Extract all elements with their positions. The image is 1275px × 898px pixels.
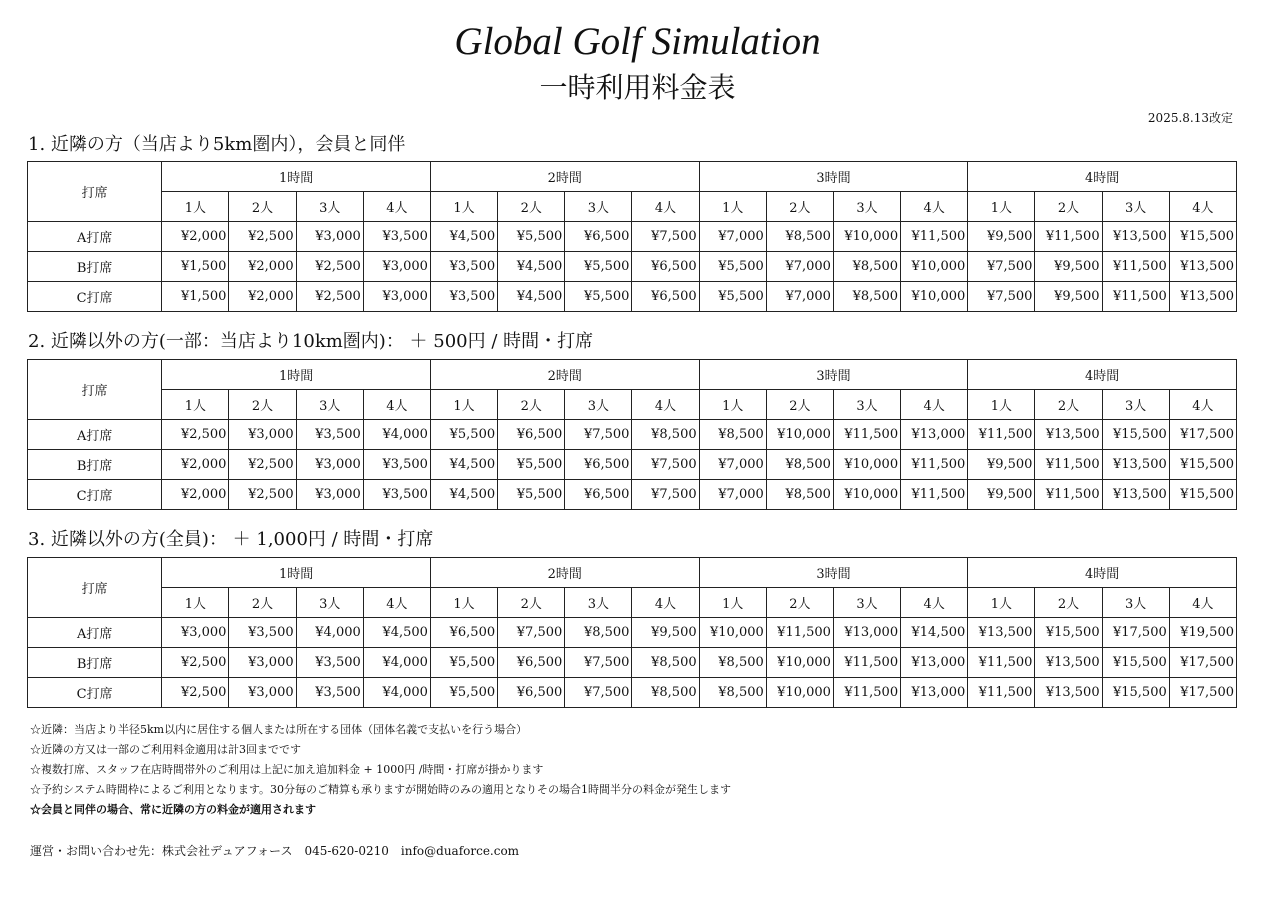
price-cell: ¥4,000: [296, 618, 363, 648]
people-header: 2人: [1035, 192, 1102, 222]
price-cell: ¥13,000: [901, 648, 968, 678]
people-header: 2人: [229, 192, 296, 222]
price-cell: ¥8,500: [766, 222, 833, 252]
price-cell: ¥13,500: [1169, 252, 1236, 282]
price-cell: ¥13,000: [901, 420, 968, 450]
people-header: 3人: [296, 192, 363, 222]
price-cell: ¥11,500: [833, 678, 900, 708]
hour-header: 4時間: [968, 558, 1237, 588]
price-cell: ¥5,500: [565, 282, 632, 312]
price-cell: ¥19,500: [1169, 618, 1236, 648]
people-header: 2人: [229, 588, 296, 618]
price-cell: ¥17,500: [1169, 678, 1236, 708]
seat-header: 打席: [28, 360, 162, 420]
revision-date: 2025.8.13改定: [1147, 111, 1233, 125]
price-cell: ¥6,500: [632, 282, 699, 312]
people-header: 3人: [296, 390, 363, 420]
page-title: Global Golf Simulation: [454, 20, 821, 63]
price-cell: ¥3,500: [296, 678, 363, 708]
price-cell: ¥15,500: [1102, 648, 1169, 678]
price-cell: ¥2,500: [229, 450, 296, 480]
seat-label: A打席: [28, 618, 162, 648]
seat-label: B打席: [28, 648, 162, 678]
price-cell: ¥11,500: [766, 618, 833, 648]
price-cell: ¥2,500: [296, 282, 363, 312]
price-cell: ¥6,500: [565, 480, 632, 510]
price-cell: ¥3,500: [296, 648, 363, 678]
note-item-bold: ☆会員と同伴の場合、常に近隣の方の料金が適用されます: [30, 803, 316, 816]
people-header: 4人: [1169, 588, 1236, 618]
price-cell: ¥6,500: [565, 222, 632, 252]
price-cell: ¥7,500: [565, 420, 632, 450]
price-cell: ¥6,500: [498, 420, 565, 450]
price-cell: ¥6,500: [430, 618, 497, 648]
price-cell: ¥5,500: [498, 480, 565, 510]
people-header: 1人: [699, 192, 766, 222]
note-item: ☆複数打席、スタッフ在店時間帯外のご利用は上記に加え追加料金 + 1000円 /時間・打席が掛かります: [30, 763, 544, 776]
contact-info: 運営・お問い合わせ先：株式会社デュアフォース 045-620-0210 info@duaforce.com: [30, 844, 520, 858]
people-header: 4人: [901, 390, 968, 420]
price-cell: ¥7,500: [632, 222, 699, 252]
people-header: 1人: [430, 390, 497, 420]
seat-label: A打席: [28, 222, 162, 252]
hour-header: 1時間: [162, 162, 431, 192]
price-cell: ¥11,500: [968, 648, 1035, 678]
hour-header: 2時間: [430, 162, 699, 192]
price-cell: ¥14,500: [901, 618, 968, 648]
price-cell: ¥5,500: [699, 252, 766, 282]
price-cell: ¥2,500: [162, 648, 229, 678]
price-cell: ¥8,500: [699, 678, 766, 708]
price-cell: ¥11,500: [833, 648, 900, 678]
people-header: 2人: [1035, 588, 1102, 618]
hour-header: 3時間: [699, 558, 968, 588]
price-cell: ¥13,500: [968, 618, 1035, 648]
price-cell: ¥11,500: [1102, 252, 1169, 282]
table-row: [28, 678, 1237, 708]
price-cell: ¥6,500: [498, 648, 565, 678]
price-cell: ¥2,000: [229, 282, 296, 312]
hour-header: 3時間: [699, 162, 968, 192]
price-cell: ¥11,500: [968, 678, 1035, 708]
price-cell: ¥3,000: [296, 450, 363, 480]
price-cell: ¥3,000: [229, 648, 296, 678]
price-cell: ¥8,500: [833, 282, 900, 312]
hour-header: 1時間: [162, 558, 431, 588]
seat-label: C打席: [28, 282, 162, 312]
seat-header: 打席: [28, 558, 162, 618]
hour-header: 2時間: [430, 558, 699, 588]
hour-header: 2時間: [430, 360, 699, 390]
price-cell: ¥11,500: [901, 222, 968, 252]
price-cell: ¥7,000: [699, 450, 766, 480]
price-cell: ¥8,500: [766, 450, 833, 480]
people-header: 4人: [363, 192, 430, 222]
price-cell: ¥7,000: [766, 252, 833, 282]
table-row: [28, 222, 1237, 252]
price-cell: ¥10,000: [833, 450, 900, 480]
price-cell: ¥3,500: [430, 252, 497, 282]
people-header: 4人: [632, 588, 699, 618]
price-cell: ¥15,500: [1169, 450, 1236, 480]
section-title: 3. 近隣以外の方(全員)： ＋ 1,000円 / 時間・打席: [28, 529, 434, 550]
people-header: 4人: [363, 390, 430, 420]
price-cell: ¥8,500: [632, 648, 699, 678]
price-cell: ¥5,500: [430, 648, 497, 678]
price-cell: ¥4,500: [430, 450, 497, 480]
people-header: 4人: [901, 588, 968, 618]
price-cell: ¥10,000: [833, 222, 900, 252]
price-cell: ¥11,500: [968, 420, 1035, 450]
price-cell: ¥13,500: [1035, 648, 1102, 678]
people-header: 1人: [968, 390, 1035, 420]
price-cell: ¥2,500: [296, 252, 363, 282]
price-cell: ¥11,500: [901, 450, 968, 480]
price-cell: ¥4,500: [498, 252, 565, 282]
table-row: [28, 618, 1237, 648]
price-cell: ¥2,500: [229, 480, 296, 510]
price-cell: ¥10,000: [766, 648, 833, 678]
price-cell: ¥3,000: [296, 480, 363, 510]
price-cell: ¥7,000: [766, 282, 833, 312]
people-header: 2人: [766, 588, 833, 618]
note-item: ☆近隣：当店より半径5km以内に居住する個人または所在する団体（団体名義で支払いを行う場合）: [30, 723, 528, 736]
people-header: 2人: [1035, 390, 1102, 420]
price-cell: ¥4,500: [498, 282, 565, 312]
price-cell: ¥8,500: [699, 648, 766, 678]
price-cell: ¥1,500: [162, 282, 229, 312]
price-cell: ¥9,500: [632, 618, 699, 648]
people-header: 2人: [766, 192, 833, 222]
table-row: [28, 648, 1237, 678]
price-cell: ¥7,500: [632, 450, 699, 480]
price-cell: ¥3,000: [162, 618, 229, 648]
people-header: 4人: [1169, 390, 1236, 420]
price-cell: ¥9,500: [968, 450, 1035, 480]
people-header: 4人: [901, 192, 968, 222]
rate-table: [27, 359, 1237, 510]
hour-header: 4時間: [968, 360, 1237, 390]
price-cell: ¥11,500: [1035, 450, 1102, 480]
price-cell: ¥10,000: [766, 420, 833, 450]
people-header: 1人: [162, 588, 229, 618]
price-cell: ¥6,500: [632, 252, 699, 282]
seat-header: 打席: [28, 162, 162, 222]
price-cell: ¥7,500: [565, 648, 632, 678]
price-cell: ¥8,500: [632, 678, 699, 708]
table-row: [28, 480, 1237, 510]
price-cell: ¥4,500: [430, 480, 497, 510]
price-cell: ¥3,000: [363, 282, 430, 312]
price-cell: ¥3,500: [296, 420, 363, 450]
price-cell: ¥13,500: [1102, 450, 1169, 480]
price-cell: ¥3,000: [229, 678, 296, 708]
price-cell: ¥15,500: [1169, 222, 1236, 252]
price-cell: ¥2,000: [162, 480, 229, 510]
people-header: 3人: [1102, 192, 1169, 222]
people-header: 1人: [968, 192, 1035, 222]
hour-header: 1時間: [162, 360, 431, 390]
people-header: 3人: [565, 588, 632, 618]
price-cell: ¥2,000: [162, 450, 229, 480]
people-header: 1人: [430, 192, 497, 222]
price-cell: ¥6,500: [565, 450, 632, 480]
price-cell: ¥8,500: [632, 420, 699, 450]
price-cell: ¥7,500: [968, 252, 1035, 282]
table-row: [28, 282, 1237, 312]
price-cell: ¥3,500: [363, 222, 430, 252]
note-item: ☆近隣の方又は一部のご利用料金適用は計3回までです: [30, 743, 301, 756]
price-cell: ¥10,000: [766, 678, 833, 708]
price-cell: ¥11,500: [833, 420, 900, 450]
price-cell: ¥15,500: [1102, 420, 1169, 450]
price-cell: ¥2,500: [229, 222, 296, 252]
price-cell: ¥4,000: [363, 420, 430, 450]
price-cell: ¥8,500: [565, 618, 632, 648]
price-cell: ¥9,500: [968, 222, 1035, 252]
people-header: 3人: [565, 390, 632, 420]
price-cell: ¥5,500: [699, 282, 766, 312]
price-cell: ¥9,500: [968, 480, 1035, 510]
people-header: 4人: [632, 390, 699, 420]
price-cell: ¥3,000: [296, 222, 363, 252]
price-cell: ¥6,500: [498, 678, 565, 708]
people-header: 1人: [162, 390, 229, 420]
price-cell: ¥7,000: [699, 480, 766, 510]
price-cell: ¥13,500: [1102, 222, 1169, 252]
price-cell: ¥7,500: [565, 678, 632, 708]
price-cell: ¥13,500: [1035, 420, 1102, 450]
page-subtitle: 一時利用料金表: [539, 71, 736, 104]
people-header: 2人: [498, 588, 565, 618]
price-cell: ¥17,500: [1102, 618, 1169, 648]
people-header: 3人: [296, 588, 363, 618]
price-cell: ¥11,500: [1035, 480, 1102, 510]
rate-table: [27, 557, 1237, 708]
price-cell: ¥4,000: [363, 648, 430, 678]
price-cell: ¥10,000: [901, 252, 968, 282]
people-header: 3人: [833, 588, 900, 618]
price-cell: ¥11,500: [1102, 282, 1169, 312]
people-header: 1人: [430, 588, 497, 618]
seat-label: B打席: [28, 450, 162, 480]
price-cell: ¥13,500: [1035, 678, 1102, 708]
price-cell: ¥8,500: [833, 252, 900, 282]
price-cell: ¥7,500: [632, 480, 699, 510]
price-cell: ¥3,500: [363, 450, 430, 480]
price-cell: ¥9,500: [1035, 252, 1102, 282]
price-cell: ¥11,500: [1035, 222, 1102, 252]
price-cell: ¥10,000: [901, 282, 968, 312]
section-title: 2. 近隣以外の方(一部：当店より10km圏内)： ＋ 500円 / 時間・打席: [28, 331, 594, 352]
price-cell: ¥15,500: [1035, 618, 1102, 648]
price-cell: ¥10,000: [833, 480, 900, 510]
price-cell: ¥3,500: [430, 282, 497, 312]
seat-label: C打席: [28, 678, 162, 708]
price-cell: ¥3,500: [363, 480, 430, 510]
table-row: [28, 420, 1237, 450]
price-cell: ¥11,500: [901, 480, 968, 510]
people-header: 3人: [565, 192, 632, 222]
people-header: 1人: [162, 192, 229, 222]
people-header: 1人: [699, 588, 766, 618]
seat-label: A打席: [28, 420, 162, 450]
price-cell: ¥5,500: [430, 678, 497, 708]
price-cell: ¥4,000: [363, 678, 430, 708]
price-cell: ¥1,500: [162, 252, 229, 282]
price-cell: ¥10,000: [699, 618, 766, 648]
section-title: 1. 近隣の方（当店より5km圏内），会員と同伴: [28, 134, 406, 155]
price-cell: ¥5,500: [498, 450, 565, 480]
price-cell: ¥7,000: [699, 222, 766, 252]
people-header: 2人: [498, 192, 565, 222]
price-cell: ¥7,500: [968, 282, 1035, 312]
price-cell: ¥17,500: [1169, 420, 1236, 450]
price-cell: ¥9,500: [1035, 282, 1102, 312]
people-header: 1人: [968, 588, 1035, 618]
price-cell: ¥13,000: [901, 678, 968, 708]
price-cell: ¥3,000: [229, 420, 296, 450]
price-cell: ¥17,500: [1169, 648, 1236, 678]
price-cell: ¥5,500: [430, 420, 497, 450]
hour-header: 4時間: [968, 162, 1237, 192]
price-cell: ¥8,500: [699, 420, 766, 450]
price-cell: ¥2,000: [162, 222, 229, 252]
people-header: 4人: [1169, 192, 1236, 222]
price-cell: ¥15,500: [1169, 480, 1236, 510]
notes: [30, 720, 731, 820]
price-cell: ¥2,500: [162, 420, 229, 450]
price-cell: ¥5,500: [565, 252, 632, 282]
note-item: ☆予約システム時間枠によるご利用となります。30分毎のご精算も承りますが開始時のみの適用となりその場合1時間半分の料金が発生します: [30, 783, 732, 796]
price-cell: ¥2,500: [162, 678, 229, 708]
price-cell: ¥4,500: [363, 618, 430, 648]
price-cell: ¥5,500: [498, 222, 565, 252]
people-header: 3人: [1102, 390, 1169, 420]
price-cell: ¥7,500: [498, 618, 565, 648]
people-header: 2人: [766, 390, 833, 420]
people-header: 4人: [632, 192, 699, 222]
price-cell: ¥4,500: [430, 222, 497, 252]
people-header: 1人: [699, 390, 766, 420]
people-header: 2人: [498, 390, 565, 420]
people-header: 3人: [833, 192, 900, 222]
seat-label: C打席: [28, 480, 162, 510]
price-cell: ¥8,500: [766, 480, 833, 510]
price-cell: ¥3,500: [229, 618, 296, 648]
price-cell: ¥3,000: [363, 252, 430, 282]
people-header: 4人: [363, 588, 430, 618]
price-cell: ¥13,000: [833, 618, 900, 648]
table-row: [28, 450, 1237, 480]
price-cell: ¥15,500: [1102, 678, 1169, 708]
price-cell: ¥13,500: [1102, 480, 1169, 510]
hour-header: 3時間: [699, 360, 968, 390]
rate-table: [27, 161, 1237, 312]
price-cell: ¥2,000: [229, 252, 296, 282]
seat-label: B打席: [28, 252, 162, 282]
table-row: [28, 252, 1237, 282]
people-header: 3人: [833, 390, 900, 420]
people-header: 3人: [1102, 588, 1169, 618]
people-header: 2人: [229, 390, 296, 420]
price-cell: ¥13,500: [1169, 282, 1236, 312]
